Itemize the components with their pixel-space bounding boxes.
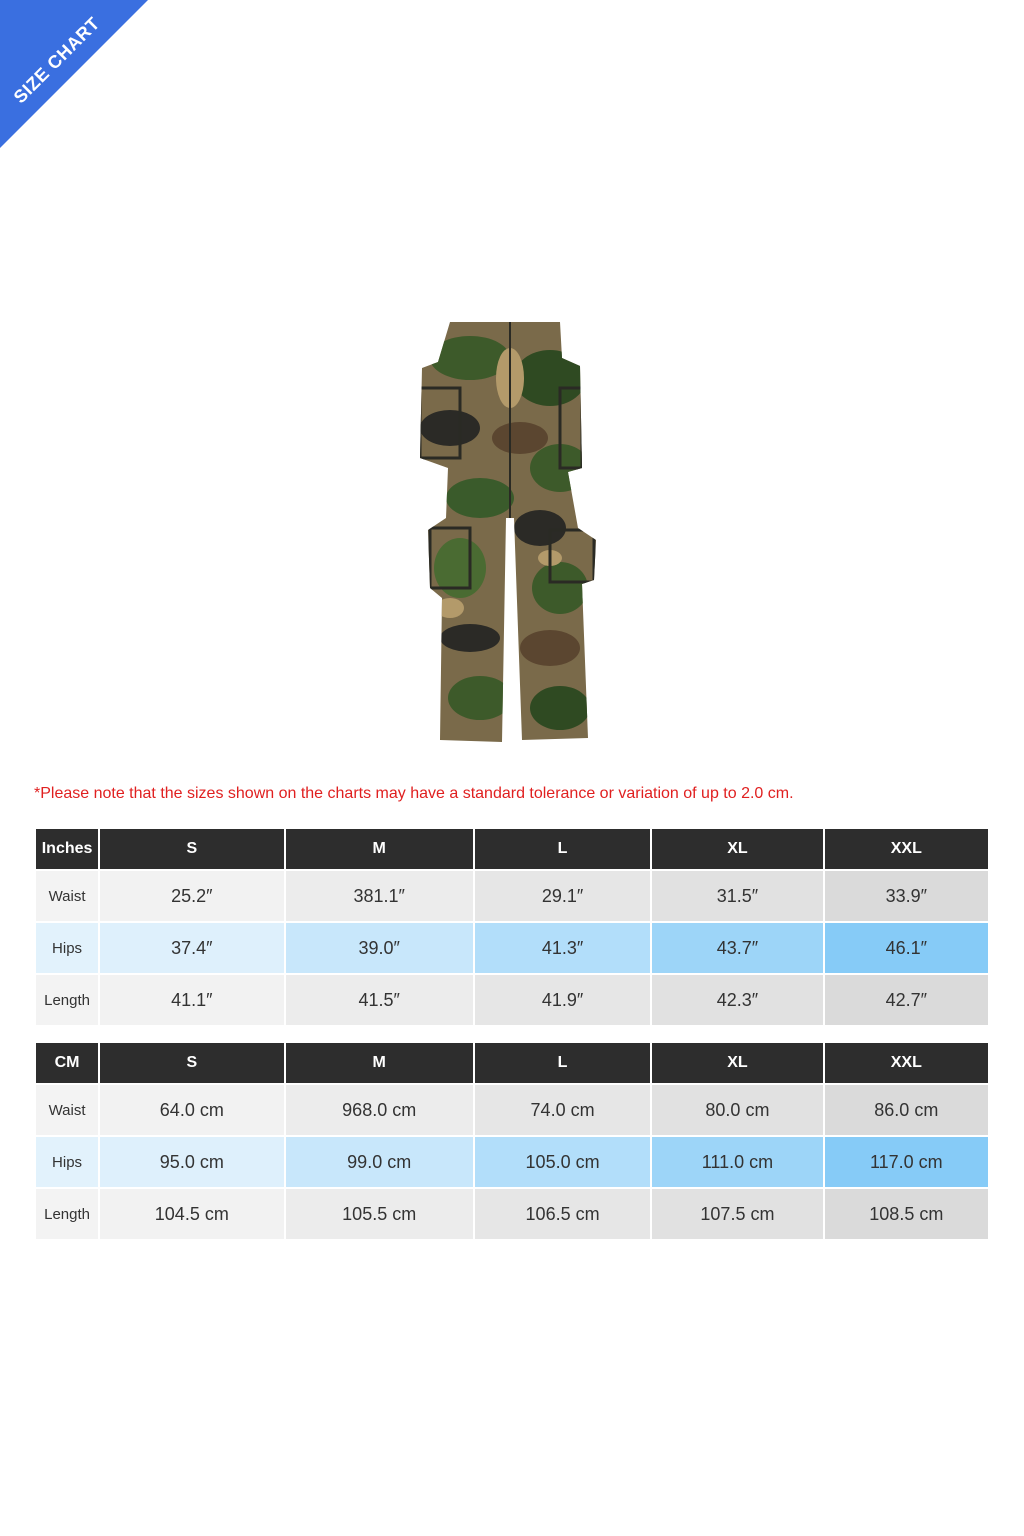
table-cell: 108.5 cm [825, 1189, 988, 1241]
table-cell: 968.0 cm [286, 1085, 473, 1137]
row-label-waist: Waist [36, 1085, 98, 1137]
table-cell: 381.1″ [286, 871, 473, 923]
camo-cargo-pants-image [410, 318, 610, 744]
size-header-xl: XL [652, 829, 822, 871]
table-cell: 117.0 cm [825, 1137, 988, 1189]
table-cell: 29.1″ [475, 871, 650, 923]
table-row [36, 1085, 988, 1137]
cm-size-table [34, 1043, 990, 1241]
row-label-length: Length [36, 975, 98, 1027]
table-cell: 105.5 cm [286, 1189, 473, 1241]
table-cell: 42.7″ [825, 975, 988, 1027]
size-header-l: L [475, 1043, 650, 1085]
inches-unit-header: Inches [36, 829, 98, 871]
table-row [36, 923, 988, 975]
table-cell: 64.0 cm [100, 1085, 283, 1137]
size-header-l: L [475, 829, 650, 871]
table-cell: 39.0″ [286, 923, 473, 975]
ribbon-shape [0, 0, 150, 150]
size-header-s: S [100, 829, 283, 871]
table-cell: 37.4″ [100, 923, 283, 975]
table-cell: 80.0 cm [652, 1085, 822, 1137]
row-label-hips: Hips [36, 923, 98, 975]
table-cell: 46.1″ [825, 923, 988, 975]
cm-unit-header: CM [36, 1043, 98, 1085]
table-cell: 43.7″ [652, 923, 822, 975]
table-cell: 106.5 cm [475, 1189, 650, 1241]
size-header-m: M [286, 1043, 473, 1085]
table-row [36, 1137, 988, 1189]
table-cell: 41.3″ [475, 923, 650, 975]
table-cell: 25.2″ [100, 871, 283, 923]
inches-header-row [36, 829, 988, 871]
size-header-s: S [100, 1043, 283, 1085]
table-cell: 95.0 cm [100, 1137, 283, 1189]
table-row [36, 975, 988, 1027]
table-cell: 33.9″ [825, 871, 988, 923]
table-cell: 86.0 cm [825, 1085, 988, 1137]
size-chart-ribbon [0, 0, 150, 150]
size-header-xl: XL [652, 1043, 822, 1085]
table-cell: 105.0 cm [475, 1137, 650, 1189]
table-cell: 104.5 cm [100, 1189, 283, 1241]
table-cell: 41.9″ [475, 975, 650, 1027]
cm-header-row [36, 1043, 988, 1085]
size-header-xxl: XXL [825, 1043, 988, 1085]
row-label-length: Length [36, 1189, 98, 1241]
table-row [36, 871, 988, 923]
table-cell: 74.0 cm [475, 1085, 650, 1137]
ribbon-label: SIZE CHART [9, 13, 104, 108]
row-label-waist: Waist [36, 871, 98, 923]
table-row [36, 1189, 988, 1241]
tolerance-note: *Please note that the sizes shown on the charts may have a standard tolerance or variation of up to 2.0 cm. [34, 785, 794, 802]
table-cell: 107.5 cm [652, 1189, 822, 1241]
inches-size-table [34, 829, 990, 1027]
size-header-xxl: XXL [825, 829, 988, 871]
table-cell: 41.1″ [100, 975, 283, 1027]
row-label-hips: Hips [36, 1137, 98, 1189]
table-cell: 42.3″ [652, 975, 822, 1027]
table-cell: 111.0 cm [652, 1137, 822, 1189]
size-header-m: M [286, 829, 473, 871]
table-cell: 41.5″ [286, 975, 473, 1027]
table-cell: 31.5″ [652, 871, 822, 923]
table-cell: 99.0 cm [286, 1137, 473, 1189]
